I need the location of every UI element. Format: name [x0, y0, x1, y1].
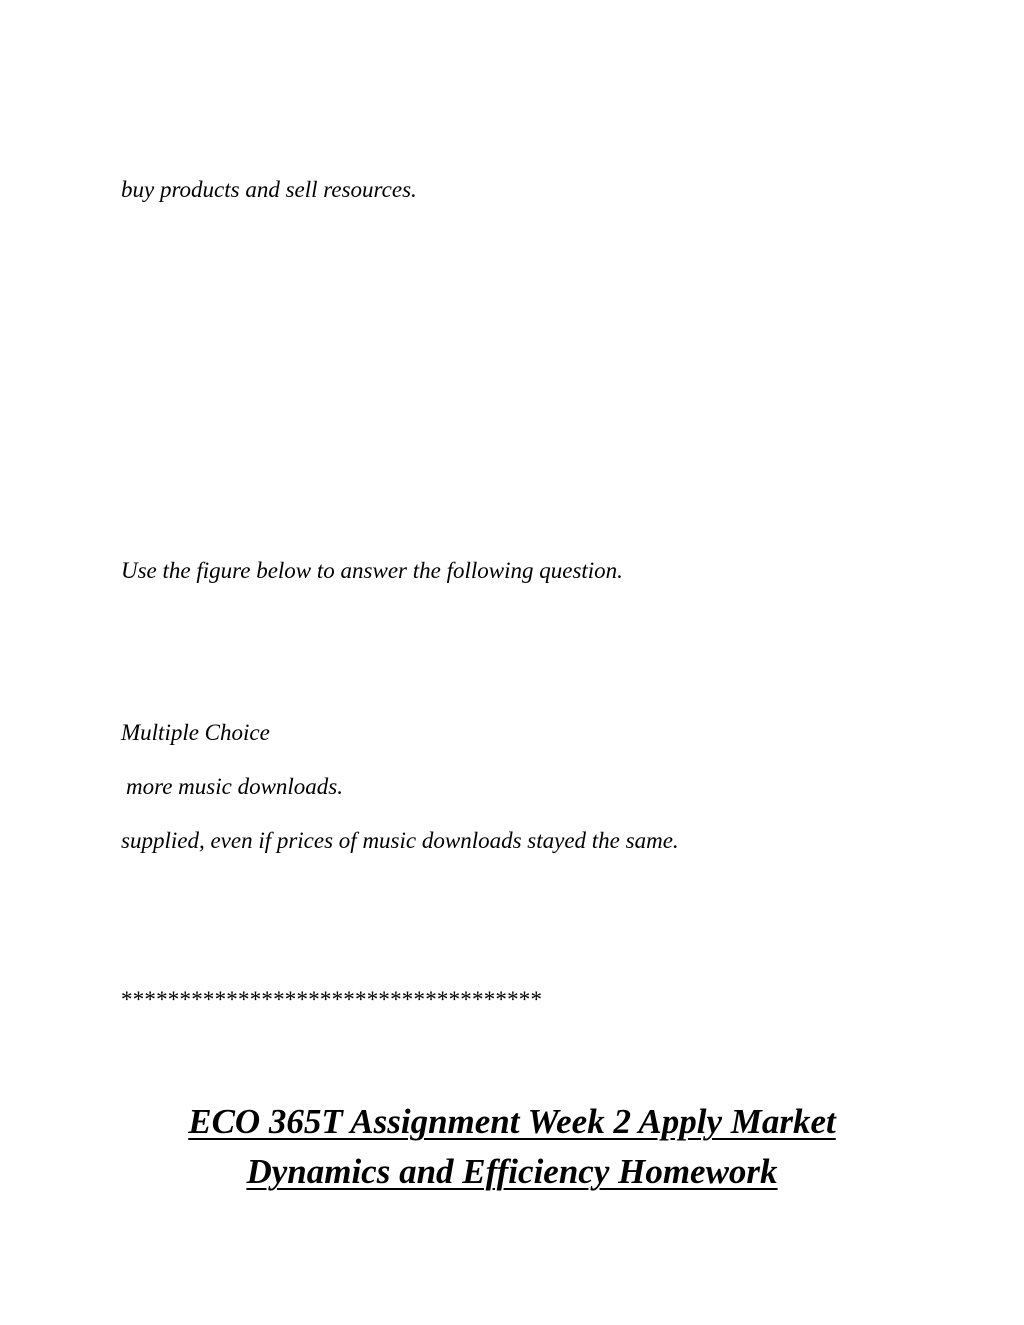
heading-line-1: ECO 365T Assignment Week 2 Apply Market [188, 1102, 836, 1141]
text-line-answer-option: more music downloads. [126, 774, 344, 799]
text-line-answer-option: supplied, even if prices of music downloads stayed the same. [121, 828, 679, 853]
heading-line-2: Dynamics and Efficiency Homework [246, 1152, 778, 1191]
text-line-multiple-choice-label: Multiple Choice [121, 720, 270, 745]
text-line-answer-option: buy products and sell resources. [121, 177, 417, 202]
document-heading [0, 1097, 1024, 1197]
separator-asterisks: ************************************ [121, 987, 543, 1012]
text-line-instruction: Use the figure below to answer the following question. [121, 558, 623, 583]
